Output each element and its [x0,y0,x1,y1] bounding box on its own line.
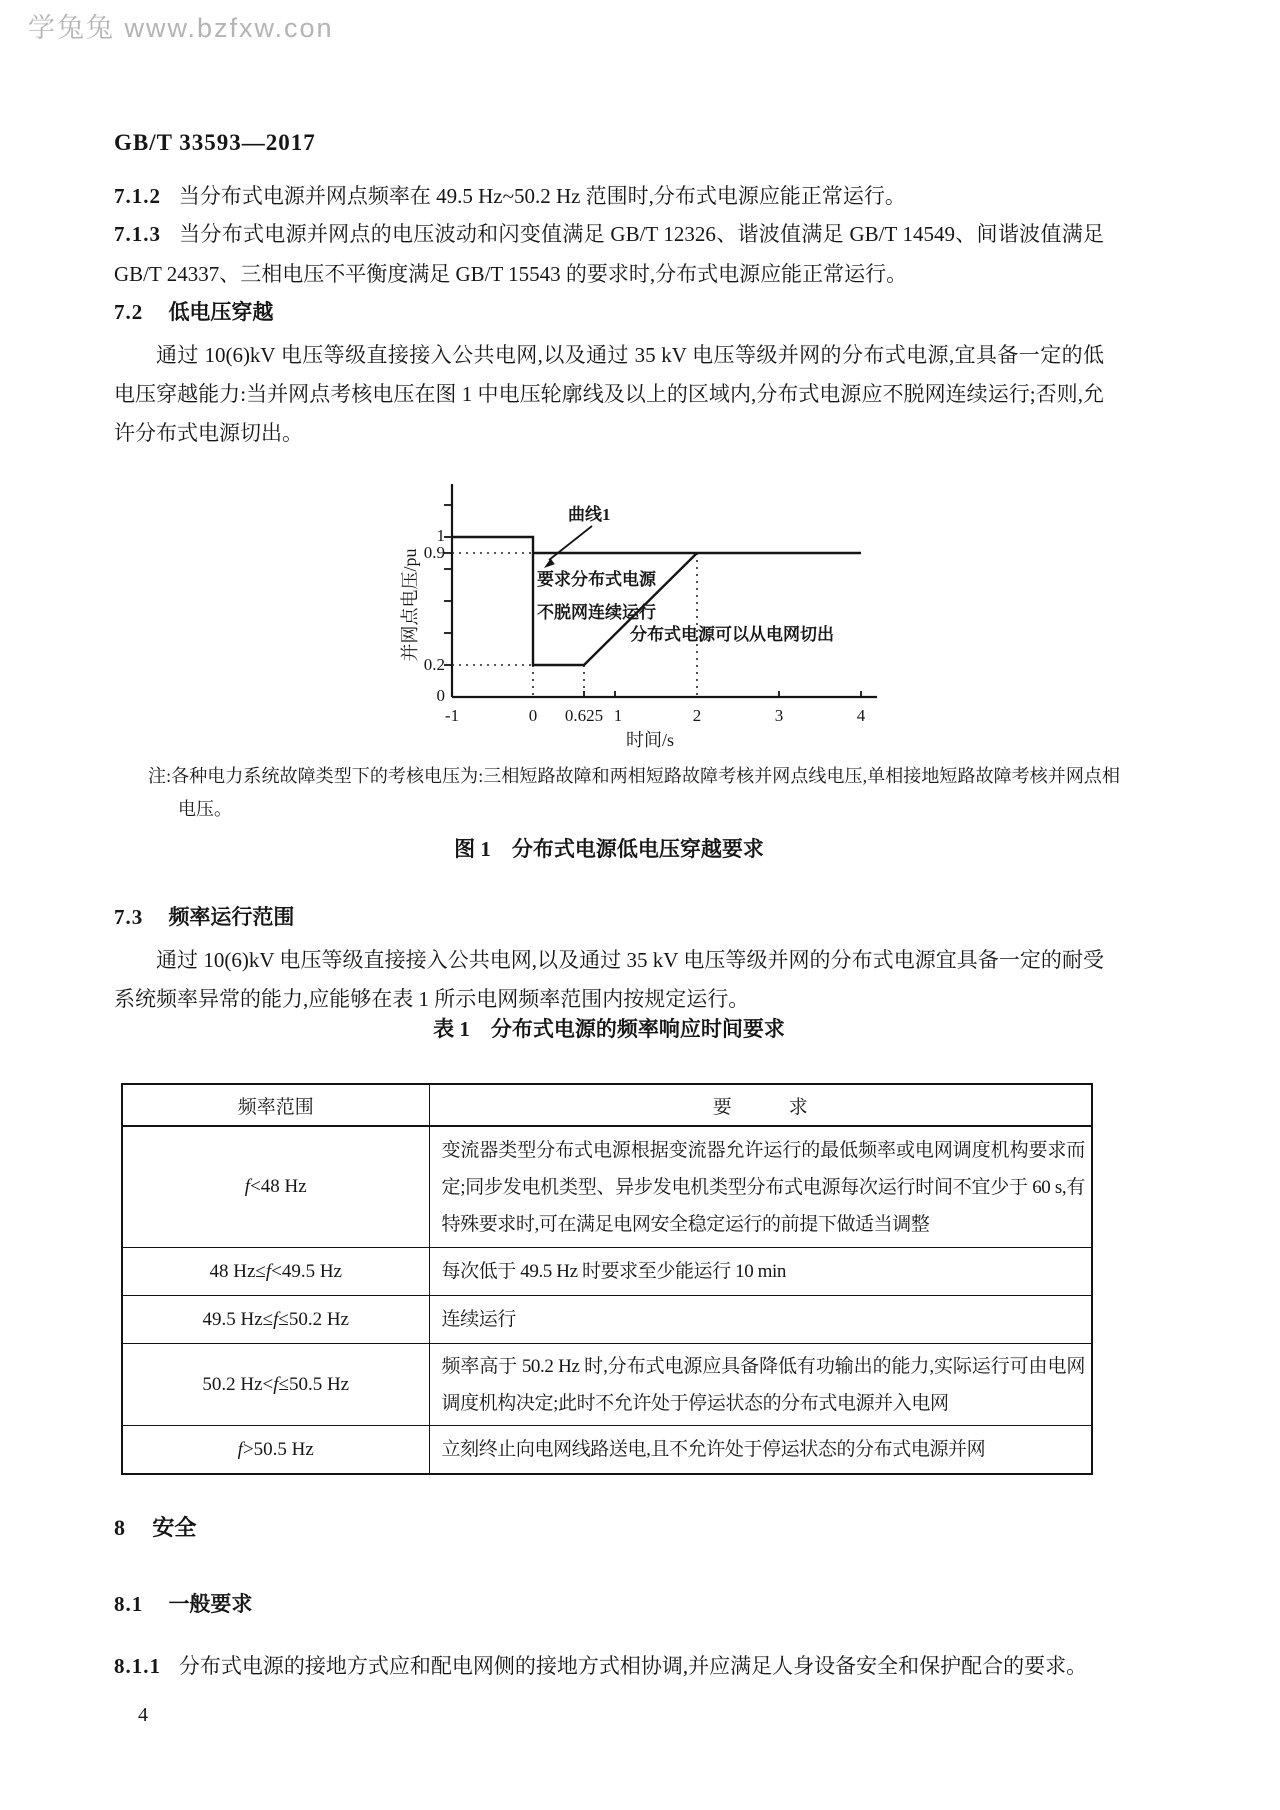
table-header-row [122,1084,1092,1126]
heading-number: 7.2 [114,300,144,324]
x-axis-title: 时间/s [625,730,675,750]
standard-number: GB/T 33593—2017 [114,130,316,155]
heading-number: 8.1 [114,1592,144,1616]
y-axis-ticks [444,505,452,665]
frequency-range: 50.2 Hz<f≤50.5 Hz [122,1344,429,1426]
x-tick-3: 3 [774,706,784,725]
requirement: 立刻终止向电网线路送电,且不允许处于停运状态的分布式电源并网 [429,1426,1092,1475]
heading-title: 安全 [152,1515,197,1540]
requirement: 每次低于 49.5 Hz 时要求至少能运行 10 min [429,1248,1092,1296]
stay-connected-label-2: 不脱网连续运行 [537,603,656,622]
x-tick-2: 2 [692,706,702,725]
clause-text: 当分布式电源并网点频率在 49.5 Hz~50.2 Hz 范围时,分布式电源应能正常运行。 [178,184,906,208]
heading-number: 8 [114,1515,126,1540]
requirement: 频率高于 50.2 Hz 时,分布式电源应具备降低有功输出的能力,实际运行可由电网调度机构决定;此时不允许处于停运状态的分布式电源并入电网 [429,1344,1092,1426]
table-row [122,1426,1092,1475]
lvrt-chart [340,440,900,752]
frequency-response-table [121,1083,1093,1475]
table-row [122,1296,1092,1344]
clause-text: 当分布式电源并网点的电压波动和闪变值满足 GB/T 12326、谐波值满足 GB/T 14549、间谐波值满足 GB/T 24337、三相电压不平衡度满足 GB/T 15543 的要求时,分布式电源应能正常运行。 [114,222,1104,286]
page-number: 4 [138,1704,148,1726]
curve-label-arrow [549,526,592,560]
paragraph-7-2: 通过 10(6)kV 电压等级直接接入公共电网,以及通过 35 kV 电压等级并网的分布式电源,宜具备一定的低电压穿越能力:当并网点考核电压在图 1 中电压轮廓线及以上的区域内,分布式电源应不脱网连续运行;否则,允许分布式电源切出。 [114,343,1104,445]
clause-8-1-1 [114,1646,1104,1686]
figure-caption: 图 1 分布式电源低电压穿越要求 [454,837,764,861]
clause-7-1-3 [114,214,1104,294]
y-tick-0-9: 0.9 [423,543,445,562]
y-tick-1: 1 [436,526,445,545]
heading-title: 低电压穿越 [168,300,274,324]
site-watermark: 学兔兔 www.bzfxw.con [28,13,334,43]
y-axis-title: 并网点电压/pu [400,548,420,662]
table-row [122,1126,1092,1248]
clause-number: 7.1.3 [114,222,161,246]
requirement: 连续运行 [429,1296,1092,1344]
table-row [122,1344,1092,1426]
heading-8 [114,1511,196,1542]
paragraph-7-3: 通过 10(6)kV 电压等级直接接入公共电网,以及通过 35 kV 电压等级并网的分布式电源宜具备一定的耐受系统频率异常的能力,应能够在表 1 所示电网频率范围内按规定运行。 [114,948,1104,1011]
figure-note: 注:各种电力系统故障类型下的考核电压为:三相短路故障和两相短路故障考核并网点线电压,单相接地短路故障考核并网点相电压。 [148,766,1120,819]
clause-number: 7.1.2 [114,184,161,208]
x-tick-4: 4 [856,706,866,725]
curve-label: 曲线1 [568,505,611,524]
col-header-frequency: 频率范围 [122,1084,429,1126]
table-row [122,1248,1092,1296]
frequency-range: 49.5 Hz≤f≤50.2 Hz [122,1296,429,1344]
x-tick-0625: 0.625 [564,706,604,725]
frequency-range: 48 Hz≤f<49.5 Hz [122,1248,429,1296]
frequency-range: f<48 Hz [122,1126,429,1248]
y-tick-0: 0 [436,686,445,705]
heading-7-3 [114,901,294,931]
heading-8-1 [114,1588,252,1618]
x-tick-0: 0 [528,706,538,725]
frequency-range: f>50.5 Hz [122,1426,429,1475]
heading-number: 7.3 [114,905,144,929]
table-caption: 表 1 分布式电源的频率响应时间要求 [433,1017,785,1041]
clause-7-1-2 [114,176,1104,216]
heading-title: 一般要求 [168,1592,253,1616]
may-cut-out-label: 分布式电源可以从电网切出 [630,625,834,644]
x-tick-1: 1 [613,706,623,725]
heading-7-2 [114,296,273,326]
clause-text: 分布式电源的接地方式应和配电网侧的接地方式相协调,并应满足人身设备安全和保护配合的要求。 [178,1654,1088,1678]
x-tick-m1: -1 [444,706,460,725]
col-header-requirement: 要 求 [429,1084,1092,1126]
voltage-contour-curve [452,537,697,665]
y-tick-0-2: 0.2 [423,655,445,674]
heading-title: 频率运行范围 [168,905,295,929]
clause-number: 8.1.1 [114,1654,161,1678]
stay-connected-label-1: 要求分布式电源 [537,570,656,589]
requirement: 变流器类型分布式电源根据变流器允许运行的最低频率或电网调度机构要求而定;同步发电机类型、异步发电机类型分布式电源每次运行时间不宜少于 60 s,有特殊要求时,可在满足电网安全稳定运行的前提下做适当调整 [429,1126,1092,1248]
